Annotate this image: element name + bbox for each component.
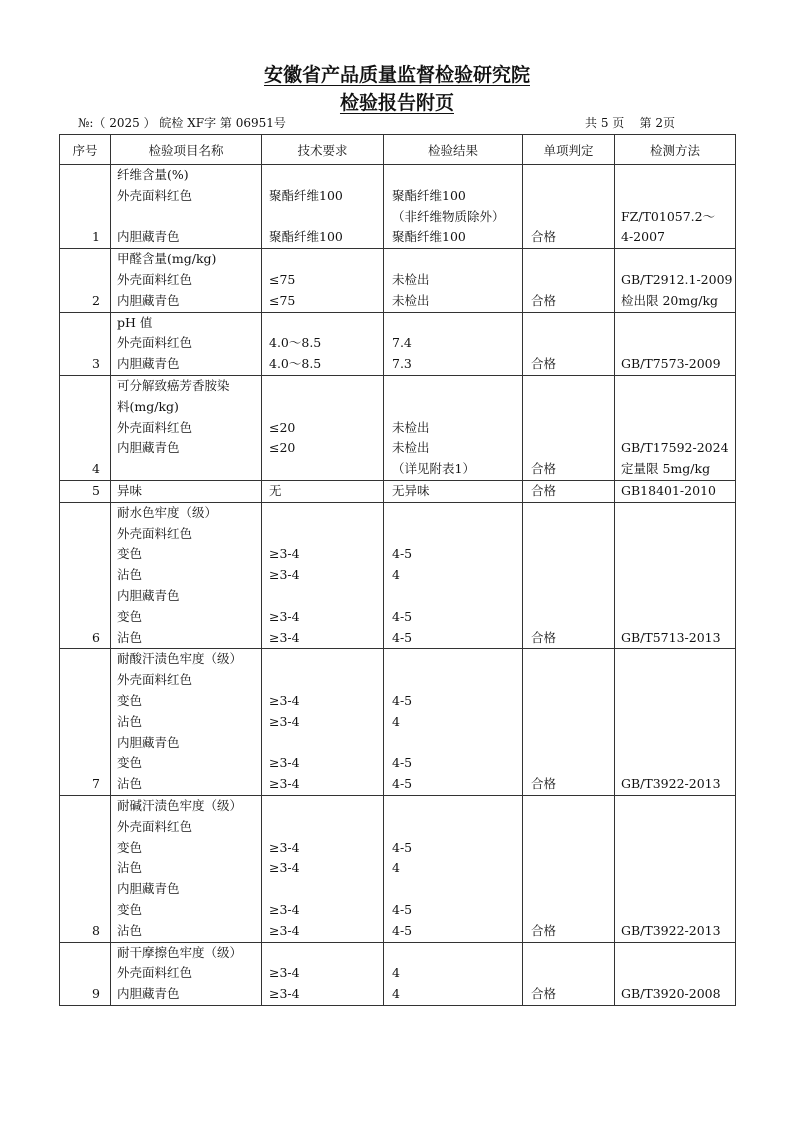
cell-line [392,817,522,838]
cell-line: ≤75 [269,271,296,287]
cell-line: ≥3-4 [269,608,300,624]
cell-line: 内胆藏青色 [117,292,180,308]
cell-line: 聚酯纤维100 [392,187,466,203]
cell-line [392,733,522,754]
cell-line: 合格 [531,776,557,792]
cell-line: 2 [92,292,100,308]
row-index [60,502,111,649]
cell-line: 4-5 [392,755,413,771]
cell-line: ≥3-4 [269,986,300,1002]
table-row [60,649,736,796]
cell-line: （非纤维物质除外） [392,208,505,224]
cell-line: 3 [92,356,100,372]
cell-line: 纤维含量(%) [117,167,189,182]
cell-line [392,943,522,964]
cell-line: 内胆藏青色 [117,229,180,245]
cell-line: 4.0～8.5 [269,356,322,372]
cell-line: pH 值 [117,314,153,330]
result-cell [384,480,523,502]
cell-line: 沾色 [117,776,143,792]
item-name-cell [111,249,262,312]
cell-line [269,397,383,418]
result-cell [384,375,523,480]
cell-line: 变色 [117,692,143,708]
cell-line: 合格 [531,922,557,938]
method-cell [615,375,736,480]
cell-line: 4-5 [392,629,413,645]
cell-line: 聚酯纤维100 [392,229,466,245]
cell-line: 合格 [531,356,557,372]
cell-line: 变色 [117,901,143,917]
cell-line [392,524,522,545]
col-header-method: 检测方法 [615,135,736,165]
cell-line: 沾色 [117,629,143,645]
cell-line: 变色 [117,839,143,855]
cell-line [392,649,522,670]
cell-line: GB/T3920-2008 [621,986,721,1002]
cell-line: ≤75 [269,292,296,308]
institute-title: 安徽省产品质量监督检验研究院 [263,64,530,86]
cell-line: GB/T5713-2013 [621,629,721,645]
cell-line: 可分解致癌芳香胺染 [117,377,230,393]
cell-line: 耐酸汗渍色牢度（级） [117,651,243,667]
requirement-cell [262,502,384,649]
method-cell [615,165,736,249]
method-cell [615,649,736,796]
cell-line [269,649,383,670]
col-header-judgement: 单项判定 [523,135,615,165]
col-header-requirement: 技术要求 [262,135,384,165]
cell-line [269,249,383,270]
cell-line: ≥3-4 [269,755,300,771]
cell-line [117,459,261,480]
cell-line: 聚酯纤维100 [269,187,343,203]
cell-line [269,459,383,480]
cell-line: ≥3-4 [269,776,300,792]
cell-line: 合格 [531,986,557,1002]
cell-line: 外壳面料红色 [117,965,193,981]
judgement-cell [523,249,615,312]
row-index [60,480,111,502]
cell-line: ≥3-4 [269,860,300,876]
cell-line: ≥3-4 [269,901,300,917]
cell-line: 聚酯纤维100 [269,229,343,245]
cell-line [269,879,383,900]
cell-line [117,207,261,228]
cell-line: 无 [269,482,282,498]
row-index [60,312,111,375]
cell-line [392,376,522,397]
requirement-cell [262,165,384,249]
item-name-cell [111,942,262,1005]
cell-line: 内胆藏青色 [117,986,180,1002]
table-row [60,480,736,502]
cell-line: ≥3-4 [269,629,300,645]
table-row [60,795,736,942]
cell-line: 未检出 [392,440,430,456]
judgement-cell [523,502,615,649]
method-cell [615,249,736,312]
cell-line [392,879,522,900]
cell-line: 内胆藏青色 [117,440,180,456]
cell-line: 4 [392,860,400,876]
cell-line: GB/T2912.1-2009 [621,271,733,287]
judgement-cell [523,165,615,249]
report-subtitle: 检验报告附页 [339,92,454,114]
page-info: 共 5 页 第 2页 [585,116,675,130]
table-header-row [60,135,736,165]
cell-line: 外壳面料红色 [117,525,193,541]
cell-line: 合格 [531,292,557,308]
cell-line: 4 [392,713,400,729]
cell-line: 沾色 [117,713,143,729]
item-name-cell [111,649,262,796]
cell-line: 4-2007 [621,229,665,245]
cell-line: 4 [392,567,400,583]
cell-line [392,503,522,524]
cell-line [269,586,383,607]
cell-line: 外壳面料红色 [117,672,193,688]
result-cell [384,502,523,649]
cell-line: （详见附表1） [392,461,475,477]
table-row [60,249,736,312]
cell-line: 7.3 [392,356,412,372]
cell-line: GB18401-2010 [621,482,716,498]
cell-line: 外壳面料红色 [117,187,193,203]
row-index [60,795,111,942]
cell-line: 甲醛含量(mg/kg) [117,251,217,267]
cell-line [269,524,383,545]
result-cell [384,312,523,375]
cell-line: 变色 [117,608,143,624]
method-cell [615,942,736,1005]
cell-line [269,207,383,228]
cell-line: 合格 [531,482,557,498]
cell-line: 4-5 [392,922,413,938]
cell-line: 4-5 [392,901,413,917]
item-name-cell [111,165,262,249]
cell-line: 7 [92,776,100,792]
report-number: №:（ 2025 ） 皖检 XF字 第 06951号 [78,116,286,130]
requirement-cell [262,375,384,480]
judgement-cell [523,649,615,796]
cell-line: ≤20 [269,440,296,456]
cell-line: 未检出 [392,292,430,308]
cell-line [392,586,522,607]
judgement-cell [523,480,615,502]
method-cell [615,795,736,942]
judgement-cell [523,312,615,375]
cell-line: 合格 [531,229,557,245]
cell-line: 未检出 [392,271,430,287]
col-header-index: 序号 [60,135,111,165]
cell-line: 检出限 20mg/kg [621,292,719,308]
result-cell [384,165,523,249]
table-row [60,942,736,1005]
cell-line: ≥3-4 [269,692,300,708]
cell-line: 4-5 [392,839,413,855]
cell-line: 沾色 [117,922,143,938]
cell-line: ≤20 [269,419,296,435]
cell-line: 合格 [531,629,557,645]
cell-line: 1 [92,229,100,245]
cell-line: 外壳面料红色 [117,419,193,435]
cell-line: 5 [92,482,100,498]
row-index [60,165,111,249]
cell-line: 4 [392,986,400,1002]
col-header-item: 检验项目名称 [111,135,262,165]
cell-line: 耐干摩擦色牢度（级） [117,944,243,960]
result-cell [384,249,523,312]
cell-line: 变色 [117,755,143,771]
method-cell [615,502,736,649]
cell-line: 内胆藏青色 [117,587,180,603]
cell-line: 7.4 [392,335,412,351]
cell-line [392,313,522,334]
cell-line: 沾色 [117,860,143,876]
method-cell [615,312,736,375]
cell-line: 未检出 [392,419,430,435]
cell-line: 耐水色牢度（级） [117,504,218,520]
cell-line [269,796,383,817]
table-row [60,375,736,480]
cell-line: 4-5 [392,692,413,708]
requirement-cell [262,249,384,312]
cell-line: ≥3-4 [269,713,300,729]
cell-line [392,249,522,270]
cell-line: 料(mg/kg) [117,398,179,414]
cell-line [269,503,383,524]
cell-line [392,796,522,817]
cell-line: ≥3-4 [269,965,300,981]
cell-line: 4 [392,965,400,981]
result-cell [384,942,523,1005]
cell-line: GB/T7573-2009 [621,356,721,372]
cell-line: FZ/T01057.2～ [621,208,716,224]
cell-line [392,397,522,418]
table-row [60,312,736,375]
table-row [60,165,736,249]
cell-line: GB/T3922-2013 [621,776,721,792]
cell-line: 4-5 [392,546,413,562]
row-index [60,942,111,1005]
item-name-cell [111,312,262,375]
cell-line: GB/T3922-2013 [621,922,721,938]
cell-line: 4-5 [392,776,413,792]
cell-line: 6 [92,629,100,645]
requirement-cell [262,312,384,375]
cell-line [269,165,383,186]
cell-line: 9 [92,986,100,1002]
item-name-cell [111,502,262,649]
judgement-cell [523,795,615,942]
cell-line: ≥3-4 [269,567,300,583]
cell-line: 耐碱汗渍色牢度（级） [117,797,243,813]
item-name-cell [111,795,262,942]
cell-line [269,313,383,334]
cell-line: 内胆藏青色 [117,881,180,897]
cell-line: 合格 [531,461,557,477]
cell-line: 4 [92,461,100,477]
cell-line: 外壳面料红色 [117,818,193,834]
requirement-cell [262,942,384,1005]
result-cell [384,795,523,942]
col-header-result: 检验结果 [384,135,523,165]
row-index [60,649,111,796]
requirement-cell [262,649,384,796]
cell-line: 无异味 [392,482,430,498]
cell-line: 异味 [117,482,143,498]
cell-line: 4.0～8.5 [269,335,322,351]
cell-line: ≥3-4 [269,922,300,938]
item-name-cell [111,480,262,502]
judgement-cell [523,375,615,480]
cell-line: ≥3-4 [269,839,300,855]
cell-line: 变色 [117,546,143,562]
cell-line: 8 [92,922,100,938]
cell-line: ≥3-4 [269,546,300,562]
cell-line [269,943,383,964]
judgement-cell [523,942,615,1005]
cell-line [269,670,383,691]
inspection-table [59,134,736,1006]
method-cell [615,480,736,502]
cell-line: 定量限 5mg/kg [621,461,711,477]
cell-line [269,733,383,754]
requirement-cell [262,795,384,942]
cell-line [392,165,522,186]
cell-line: 内胆藏青色 [117,356,180,372]
cell-line: 内胆藏青色 [117,734,180,750]
cell-line [269,817,383,838]
cell-line: 4-5 [392,608,413,624]
item-name-cell [111,375,262,480]
requirement-cell [262,480,384,502]
cell-line: 外壳面料红色 [117,335,193,351]
row-index [60,249,111,312]
cell-line [269,376,383,397]
cell-line: 外壳面料红色 [117,271,193,287]
row-index [60,375,111,480]
table-row [60,502,736,649]
cell-line [392,670,522,691]
result-cell [384,649,523,796]
cell-line: GB/T17592-2024 [621,440,729,456]
cell-line: 沾色 [117,567,143,583]
